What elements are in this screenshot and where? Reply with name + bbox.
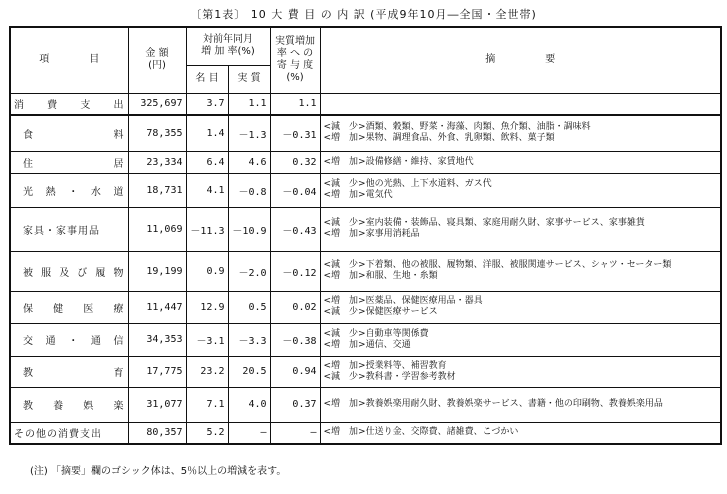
- nominal-cell: －11.3: [186, 207, 228, 251]
- item-cell: 保健医療: [10, 291, 128, 323]
- table-row: [10, 387, 721, 422]
- remarks-cell: [320, 207, 721, 251]
- real-cell: 20.5: [228, 356, 270, 387]
- remarks-cell: [320, 93, 721, 115]
- amount-cell: 17,775: [128, 356, 186, 387]
- remark-line: <増 加>電気代: [323, 190, 393, 200]
- real-cell: －2.0: [228, 251, 270, 291]
- amount-cell: 34,353: [128, 323, 186, 356]
- nominal-cell: 4.1: [186, 173, 228, 207]
- real-cell: －10.9: [228, 207, 270, 251]
- remarks-cell: [320, 115, 721, 151]
- remark-line: <増 加>設備修繕・維持、家賃地代: [323, 156, 474, 167]
- contribution-cell: －0.31: [270, 115, 320, 151]
- table-row: [10, 115, 721, 151]
- amount-cell: 11,447: [128, 291, 186, 323]
- item-cell: 食料: [10, 115, 128, 151]
- table-row: [10, 173, 721, 207]
- amount-cell: 31,077: [128, 387, 186, 422]
- item-cell: 住居: [10, 151, 128, 173]
- remark-line: <減 少>他の光熱、上下水道料、ガス代: [323, 179, 492, 189]
- table-row: [10, 207, 721, 251]
- table-row: [10, 323, 721, 356]
- table-row: [10, 291, 721, 323]
- amount-cell: 325,697: [128, 93, 186, 115]
- nominal-cell: 0.9: [186, 251, 228, 291]
- amount-cell: 18,731: [128, 173, 186, 207]
- remarks-cell: [320, 251, 721, 291]
- remark-line: <増 加>教養娯楽用耐久財、教養娯楽サービス、書籍・他の印刷物、教養娯楽用品: [323, 399, 663, 409]
- item-cell: 消費支出: [10, 93, 128, 115]
- expenditure-table: [9, 26, 722, 445]
- remarks-cell: [320, 151, 721, 173]
- header-nominal: 名 目: [186, 65, 228, 93]
- header-summary: 摘 要: [320, 27, 721, 93]
- contribution-cell: 0.94: [270, 356, 320, 387]
- real-cell: 4.0: [228, 387, 270, 422]
- nominal-cell: 3.7: [186, 93, 228, 115]
- nominal-cell: 5.2: [186, 422, 228, 444]
- remarks-cell: [320, 323, 721, 356]
- item-cell: 交通・通信: [10, 323, 128, 356]
- contribution-cell: －0.04: [270, 173, 320, 207]
- remark-line: <増 加>医薬品、保健医療用品・器具: [323, 296, 483, 306]
- footnote: (注) 「摘要」欄のゴシック体は、5％以上の増減を表す。: [30, 466, 287, 477]
- table-row: [10, 356, 721, 387]
- remarks-cell: [320, 356, 721, 387]
- real-cell: －0.8: [228, 173, 270, 207]
- real-cell: －3.3: [228, 323, 270, 356]
- remark-line: <増 加>和服、生地・糸類: [323, 271, 438, 281]
- remark-line: <増 加>通信、交通: [323, 339, 411, 350]
- table-row: [10, 151, 721, 173]
- item-cell: 教養娯楽: [10, 387, 128, 422]
- remark-line: <減 少>室内装備・装飾品、寝具類、家庭用耐久財、家事サービス、家事雑貨: [323, 218, 645, 228]
- contribution-cell: －0.38: [270, 323, 320, 356]
- header-amount: 金 額 (円): [128, 27, 186, 93]
- item-cell: 教育: [10, 356, 128, 387]
- header-real: 実 質: [228, 65, 270, 93]
- remarks-cell: [320, 291, 721, 323]
- nominal-cell: 6.4: [186, 151, 228, 173]
- real-cell: ―: [228, 422, 270, 444]
- real-cell: 4.6: [228, 151, 270, 173]
- nominal-cell: 12.9: [186, 291, 228, 323]
- item-cell: 光熱・水道: [10, 173, 128, 207]
- table-title: 〔第1表〕 10 大 費 目 の 内 訳 (平成9年10月―全国・全世帯): [190, 8, 537, 21]
- real-cell: －1.3: [228, 115, 270, 151]
- contribution-cell: 0.32: [270, 151, 320, 173]
- remark-line: <増 加>授業料等、補習教育: [323, 360, 447, 371]
- header-item: 項 目: [10, 27, 128, 93]
- remark-line: <減 少>下着類、他の被服、履物類、洋服、被服関連サービス、シャツ・セーター類: [323, 260, 672, 270]
- item-cell: 家具・家事用品: [10, 207, 128, 251]
- table-row: [10, 422, 721, 444]
- nominal-cell: －3.1: [186, 323, 228, 356]
- remarks-cell: [320, 387, 721, 422]
- item-cell: 被服及び履物: [10, 251, 128, 291]
- item-cell: その他の消費支出: [10, 422, 128, 444]
- amount-cell: 78,355: [128, 115, 186, 151]
- contribution-cell: ―: [270, 422, 320, 444]
- real-cell: 1.1: [228, 93, 270, 115]
- amount-cell: 19,199: [128, 251, 186, 291]
- contribution-cell: －0.12: [270, 251, 320, 291]
- remark-line: <増 加>果物、調理食品、外食、乳卵類、飲料、菓子類: [323, 133, 555, 144]
- nominal-cell: 1.4: [186, 115, 228, 151]
- contribution-cell: 1.1: [270, 93, 320, 115]
- remark-line: <増 加>仕送り金、交際費、諸雑費、こづかい: [323, 427, 519, 438]
- remarks-cell: [320, 422, 721, 444]
- remark-line: <減 少>保健医療サービス: [323, 307, 438, 317]
- contribution-cell: －0.43: [270, 207, 320, 251]
- remark-line: <減 少>酒類、穀類、野菜・海藻、肉類、魚介類、油脂・調味料: [323, 122, 591, 133]
- real-cell: 0.5: [228, 291, 270, 323]
- remarks-cell: [320, 173, 721, 207]
- nominal-cell: 7.1: [186, 387, 228, 422]
- remark-line: <減 少>自動車等関係費: [323, 328, 429, 339]
- amount-cell: 80,357: [128, 422, 186, 444]
- remark-line: <減 少>教科書・学習参考教材: [323, 371, 456, 382]
- header-yoy: 対前年同月 増 加 率(%): [186, 27, 270, 65]
- table-row: [10, 93, 721, 115]
- table-row: [10, 251, 721, 291]
- remark-line: <増 加>家事用消耗品: [323, 229, 420, 239]
- contribution-cell: 0.02: [270, 291, 320, 323]
- amount-cell: 23,334: [128, 151, 186, 173]
- nominal-cell: 23.2: [186, 356, 228, 387]
- contribution-cell: 0.37: [270, 387, 320, 422]
- header-contribution: 実質増加 率 へ の 寄 与 度 (%): [270, 27, 320, 93]
- amount-cell: 11,069: [128, 207, 186, 251]
